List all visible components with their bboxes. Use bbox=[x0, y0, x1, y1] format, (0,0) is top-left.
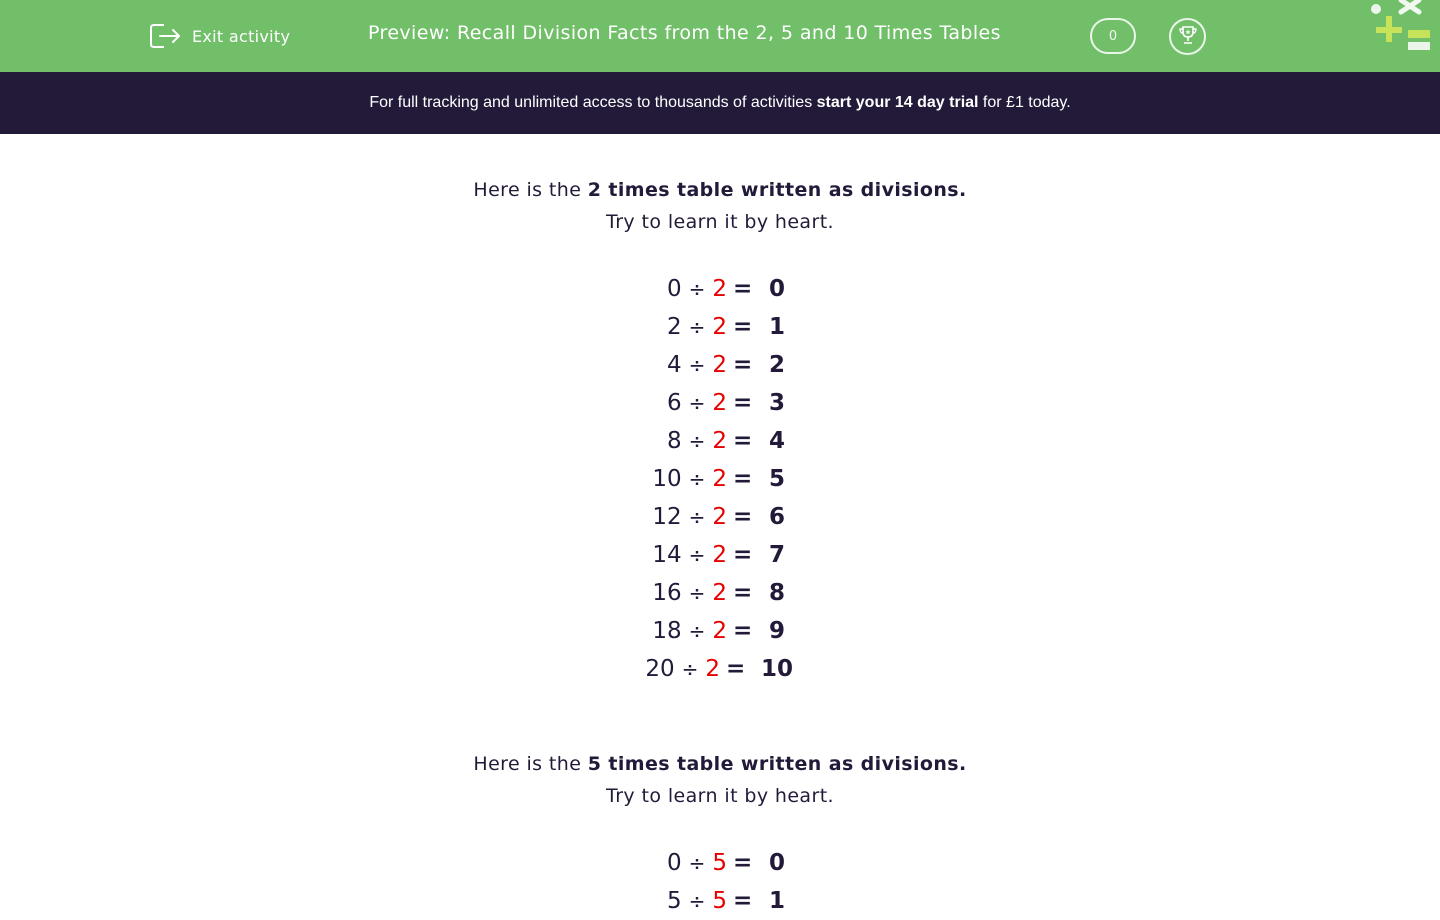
equals-symbol: = bbox=[733, 352, 753, 378]
intro-prefix: Here is the bbox=[473, 179, 588, 201]
divide-symbol: ÷ bbox=[681, 657, 699, 681]
divide-symbol: ÷ bbox=[688, 619, 706, 643]
quotient: 0 bbox=[768, 276, 786, 302]
dividend: 4 bbox=[666, 352, 682, 378]
divide-symbol: ÷ bbox=[688, 429, 706, 453]
fact-lhs bbox=[667, 844, 727, 882]
division-fact-row bbox=[0, 574, 1440, 612]
dividend: 0 bbox=[666, 276, 682, 302]
fact-lhs bbox=[652, 536, 727, 574]
quotient: 2 bbox=[768, 352, 786, 378]
division-fact-row bbox=[0, 384, 1440, 422]
divisor: 2 bbox=[712, 504, 727, 530]
fact-lhs bbox=[645, 650, 720, 688]
quotient: 8 bbox=[768, 580, 786, 606]
quotient: 1 bbox=[768, 314, 786, 340]
divisor: 2 bbox=[712, 352, 727, 378]
promo-text-before: For full tracking and unlimited access to thousands of activities bbox=[369, 94, 817, 111]
division-fact-row bbox=[0, 882, 1440, 920]
division-fact-row bbox=[0, 308, 1440, 346]
divide-symbol: ÷ bbox=[688, 277, 706, 301]
division-fact-row bbox=[0, 422, 1440, 460]
divide-symbol: ÷ bbox=[688, 543, 706, 567]
trophy-button[interactable] bbox=[1169, 18, 1206, 55]
fact-lhs bbox=[667, 346, 727, 384]
division-fact-row bbox=[0, 270, 1440, 308]
equals-symbol: = bbox=[733, 542, 753, 568]
quotient: 1 bbox=[768, 888, 786, 914]
division-fact-row bbox=[0, 536, 1440, 574]
trophy-icon bbox=[1177, 24, 1199, 50]
section-intro bbox=[0, 174, 1440, 238]
equals-symbol: = bbox=[733, 390, 753, 416]
quotient: 6 bbox=[768, 504, 786, 530]
dividend: 12 bbox=[652, 504, 682, 530]
divide-symbol: ÷ bbox=[688, 889, 706, 913]
logo-cross bbox=[1401, 0, 1419, 12]
logo-equals-top bbox=[1408, 30, 1430, 38]
fact-lhs bbox=[652, 574, 727, 612]
fact-lhs bbox=[667, 384, 727, 422]
division-facts-list bbox=[0, 270, 1440, 688]
times-table-section bbox=[0, 174, 1440, 688]
divide-symbol: ÷ bbox=[688, 851, 706, 875]
score-badge: 0 bbox=[1090, 18, 1136, 54]
divide-symbol: ÷ bbox=[688, 353, 706, 377]
dividend: 5 bbox=[666, 888, 682, 914]
divisor: 5 bbox=[712, 850, 727, 876]
exit-icon bbox=[148, 21, 182, 51]
top-bar bbox=[0, 0, 1440, 72]
trial-promo-banner bbox=[0, 72, 1440, 134]
divisor: 2 bbox=[712, 390, 727, 416]
divisor: 2 bbox=[712, 314, 727, 340]
intro-prefix: Here is the bbox=[473, 753, 588, 775]
fact-lhs bbox=[667, 422, 727, 460]
section-intro bbox=[0, 748, 1440, 812]
logo-dot bbox=[1371, 4, 1381, 14]
equals-symbol: = bbox=[733, 276, 753, 302]
divide-symbol: ÷ bbox=[688, 391, 706, 415]
dividend: 20 bbox=[645, 656, 675, 682]
divisor: 2 bbox=[712, 466, 727, 492]
division-fact-row bbox=[0, 498, 1440, 536]
dividend: 18 bbox=[652, 618, 682, 644]
fact-lhs bbox=[652, 460, 727, 498]
logo-plus bbox=[1376, 16, 1402, 42]
intro-line-1 bbox=[0, 748, 1440, 780]
fact-lhs bbox=[652, 498, 727, 536]
dividend: 16 bbox=[652, 580, 682, 606]
fact-lhs bbox=[667, 882, 727, 920]
dividend: 0 bbox=[666, 850, 682, 876]
division-fact-row bbox=[0, 612, 1440, 650]
divisor: 2 bbox=[712, 428, 727, 454]
equals-symbol: = bbox=[733, 466, 753, 492]
fact-lhs bbox=[652, 612, 727, 650]
dividend: 10 bbox=[652, 466, 682, 492]
division-fact-row bbox=[0, 346, 1440, 384]
quotient: 0 bbox=[768, 850, 786, 876]
divide-symbol: ÷ bbox=[688, 581, 706, 605]
exit-activity-label: Exit activity bbox=[192, 26, 291, 46]
division-fact-row bbox=[0, 844, 1440, 882]
dividend: 2 bbox=[666, 314, 682, 340]
divide-symbol: ÷ bbox=[688, 467, 706, 491]
quotient: 9 bbox=[768, 618, 786, 644]
promo-trial-link[interactable]: start your 14 day trial bbox=[816, 94, 979, 111]
divisor: 2 bbox=[712, 580, 727, 606]
division-fact-row bbox=[0, 460, 1440, 498]
exit-activity-button[interactable] bbox=[148, 20, 290, 52]
equals-symbol: = bbox=[733, 314, 753, 340]
times-table-section bbox=[0, 748, 1440, 920]
equals-symbol: = bbox=[733, 850, 753, 876]
equals-symbol: = bbox=[726, 656, 746, 682]
quotient: 5 bbox=[768, 466, 786, 492]
intro-line-2: Try to learn it by heart. bbox=[606, 785, 834, 807]
divide-symbol: ÷ bbox=[688, 315, 706, 339]
equals-symbol: = bbox=[733, 618, 753, 644]
divide-symbol: ÷ bbox=[688, 505, 706, 529]
division-facts-list bbox=[0, 844, 1440, 920]
divisor: 2 bbox=[705, 656, 720, 682]
intro-line-1 bbox=[0, 174, 1440, 206]
promo-text-after: for £1 today. bbox=[978, 94, 1071, 111]
divisor: 2 bbox=[712, 276, 727, 302]
divisor: 2 bbox=[712, 542, 727, 568]
intro-line-2: Try to learn it by heart. bbox=[606, 211, 834, 233]
brand-logo bbox=[1364, 0, 1440, 56]
equals-symbol: = bbox=[733, 428, 753, 454]
equals-symbol: = bbox=[733, 888, 753, 914]
fact-lhs bbox=[667, 308, 727, 346]
divisor: 5 bbox=[712, 888, 727, 914]
quotient: 10 bbox=[760, 656, 794, 682]
intro-bold: 5 times table written as divisions. bbox=[587, 753, 967, 775]
quotient: 7 bbox=[768, 542, 786, 568]
fact-lhs bbox=[667, 270, 727, 308]
division-fact-row bbox=[0, 650, 1440, 688]
logo-equals-bottom bbox=[1408, 42, 1430, 50]
dividend: 14 bbox=[652, 542, 682, 568]
equals-symbol: = bbox=[733, 580, 753, 606]
intro-bold: 2 times table written as divisions. bbox=[587, 179, 967, 201]
equals-symbol: = bbox=[733, 504, 753, 530]
dividend: 8 bbox=[666, 428, 682, 454]
quotient: 3 bbox=[768, 390, 786, 416]
page-title: Preview: Recall Division Facts from the 2, 5 and 10 Times Tables bbox=[368, 22, 1001, 44]
dividend: 6 bbox=[666, 390, 682, 416]
divisor: 2 bbox=[712, 618, 727, 644]
quotient: 4 bbox=[768, 428, 786, 454]
